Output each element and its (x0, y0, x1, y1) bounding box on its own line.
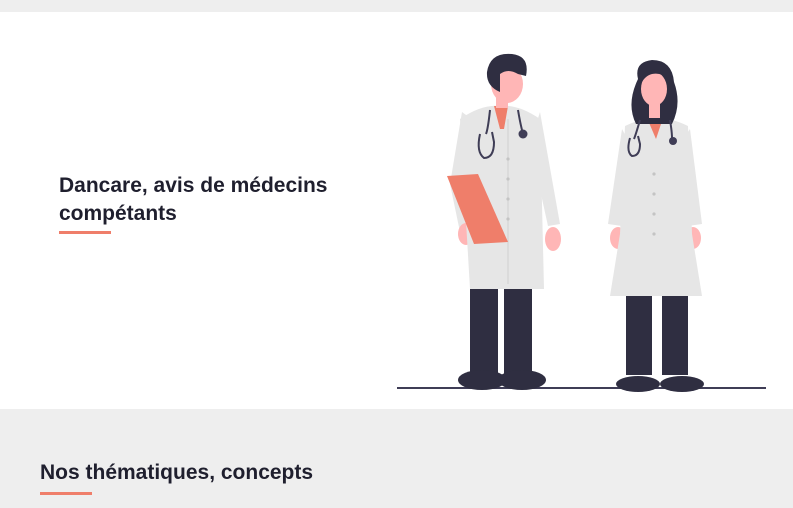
top-strip (0, 0, 793, 12)
thematics-section (0, 409, 793, 508)
thematics-title: Nos thématiques, concepts (40, 461, 314, 484)
female-doctor (608, 60, 704, 392)
doctors-illustration (390, 34, 770, 404)
hero-title: Dancare, avis de médecins compétants (59, 174, 328, 225)
thematics-title-underline (40, 492, 92, 495)
male-doctor (447, 54, 561, 390)
hero-section (0, 12, 793, 409)
hero-title-underline (59, 231, 111, 234)
